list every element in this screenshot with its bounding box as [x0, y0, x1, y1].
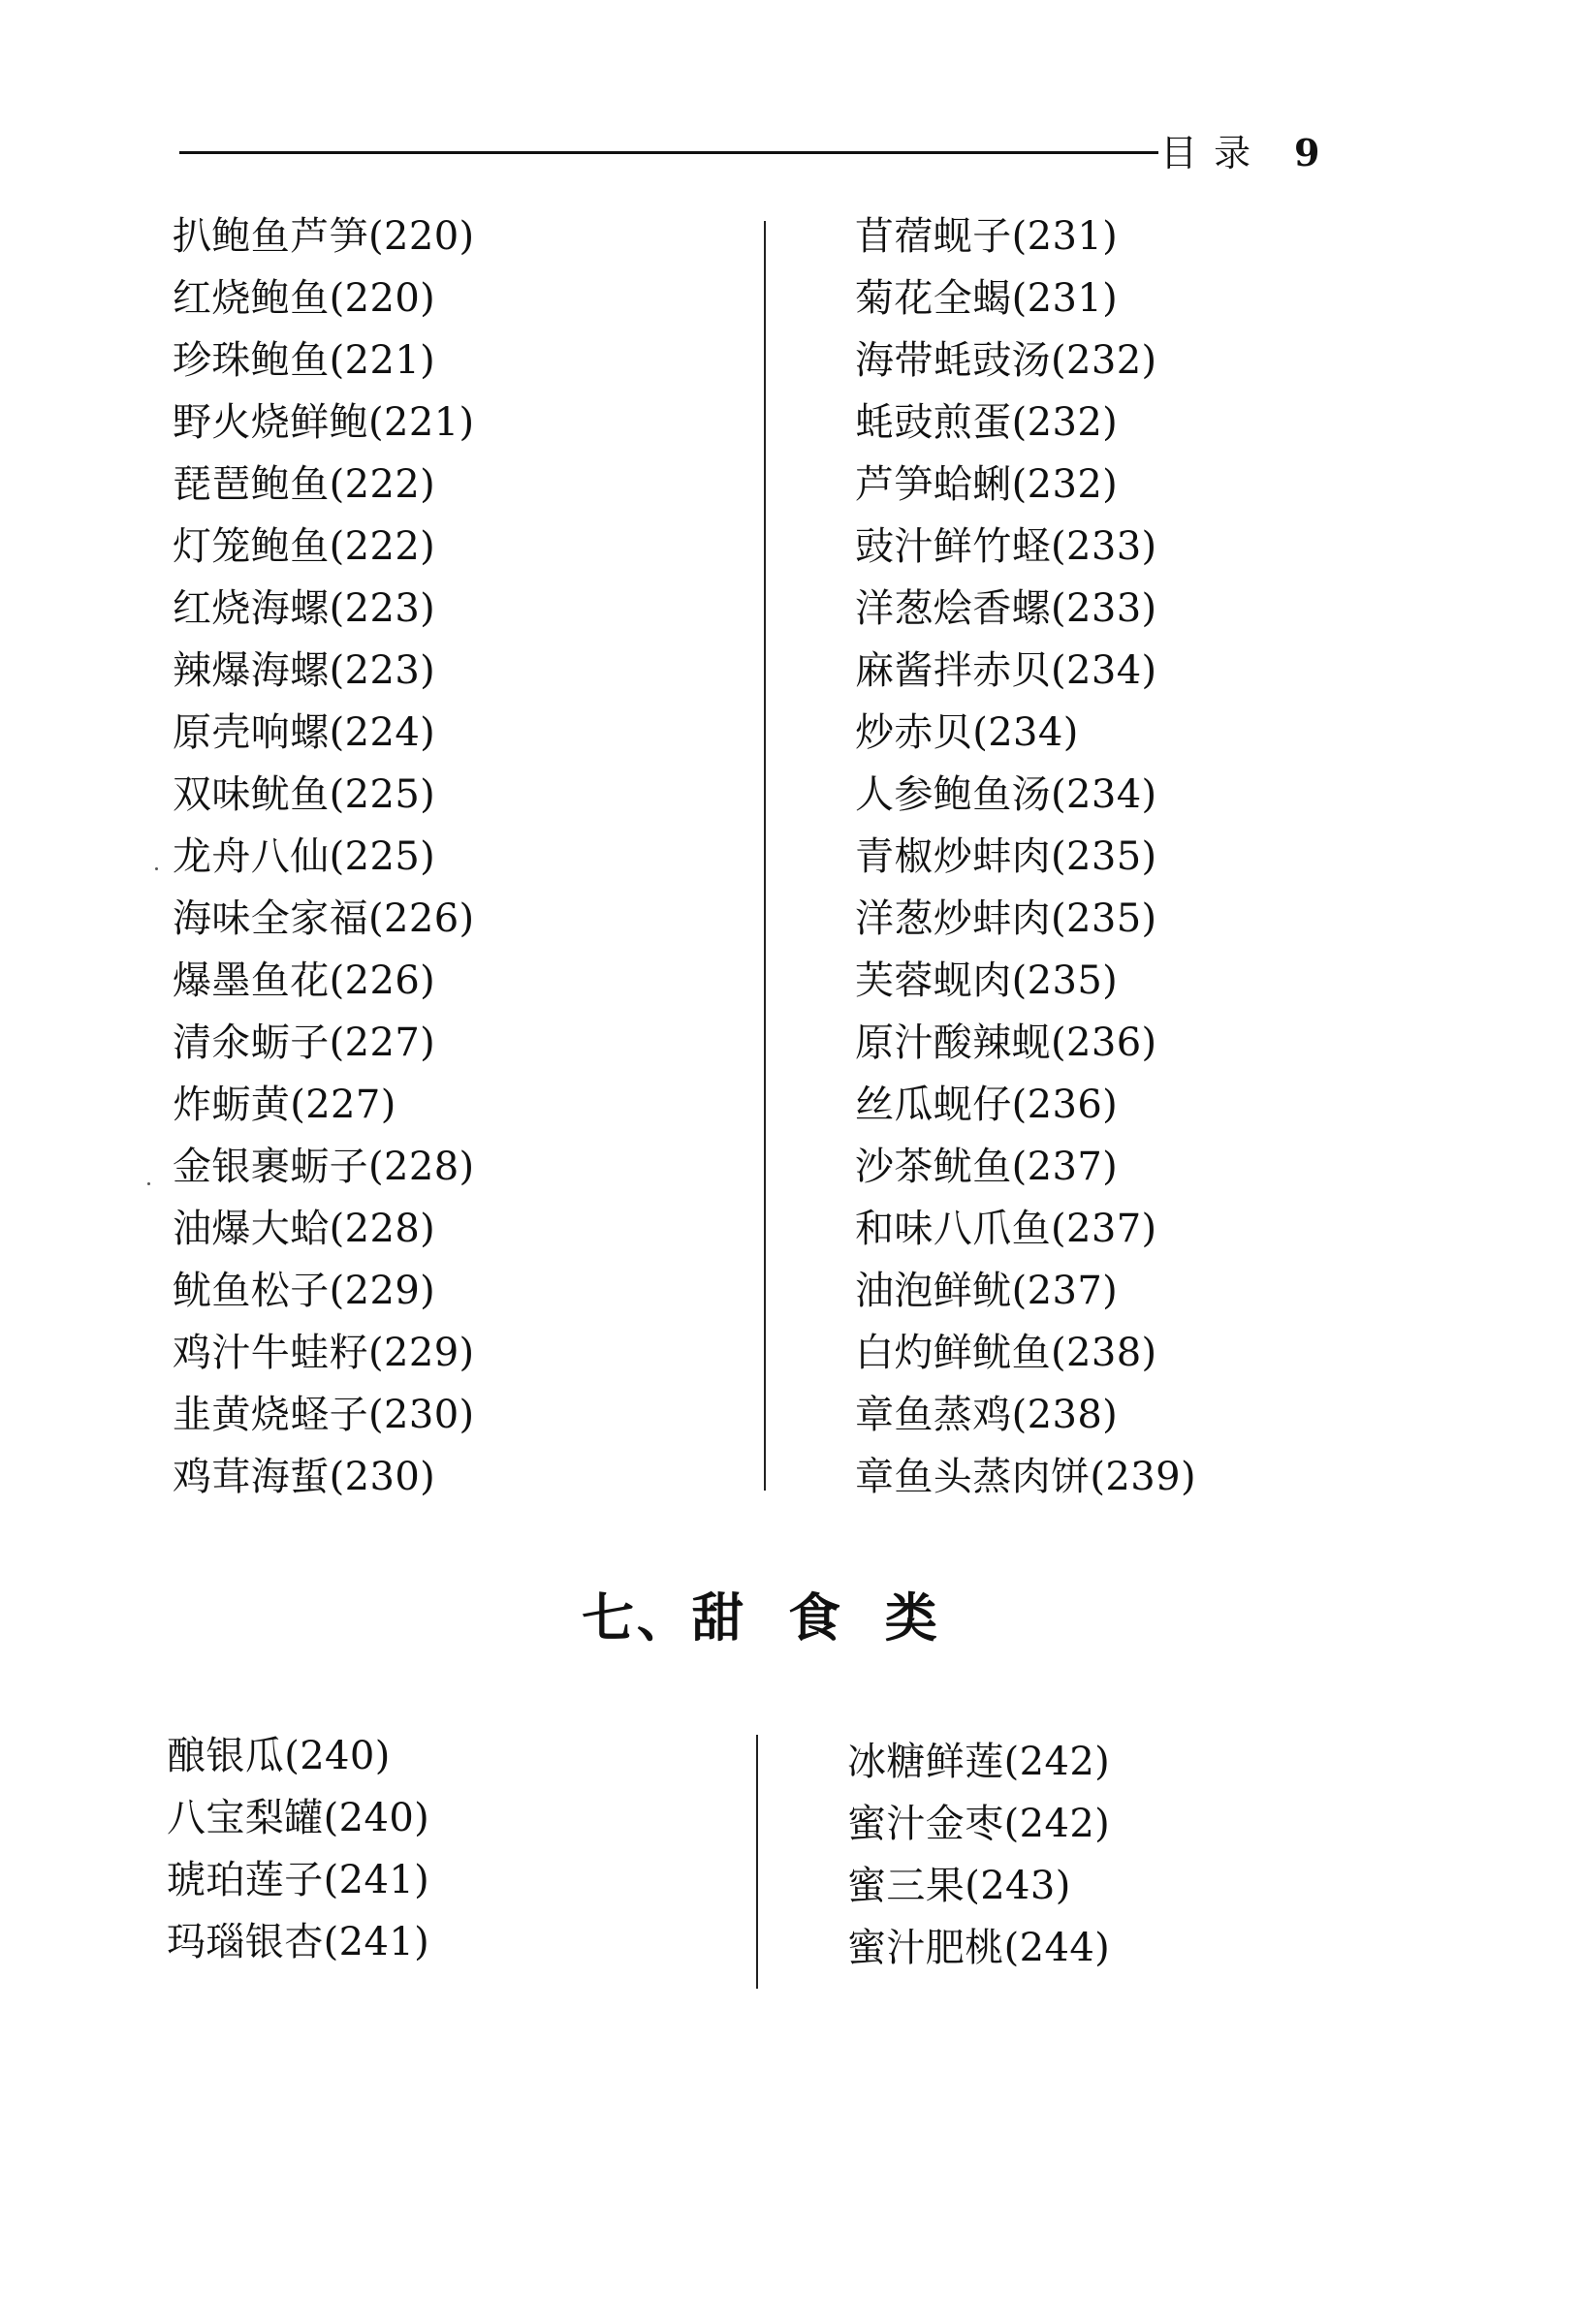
toc-entry [855, 267, 1196, 330]
entry-title: 扒鲍鱼芦笋 [173, 214, 368, 259]
entry-page-number: (224) [329, 710, 436, 755]
entry-page-number: (234) [1051, 772, 1157, 817]
toc-entry [855, 640, 1196, 702]
toc-entry [855, 578, 1196, 640]
entry-page-number: (226) [368, 896, 475, 941]
entry-title: 炸蛎黄 [173, 1083, 291, 1127]
entry-title: 红烧鲍鱼 [173, 276, 330, 321]
entry-title: 海带蚝豉汤 [855, 338, 1051, 383]
toc-entry [847, 1855, 1110, 1917]
toc-entry [167, 1787, 429, 1849]
entry-page-number: (241) [323, 1920, 430, 1964]
toc-entry [173, 1446, 475, 1508]
entry-page-number: (220) [329, 276, 436, 321]
entry-page-number: (236) [1011, 1083, 1119, 1127]
entry-title: 蜜汁肥桃 [847, 1926, 1004, 1970]
entry-page-number: (235) [1051, 834, 1157, 879]
toc-entry [173, 1260, 475, 1322]
entry-title: 鱿鱼松子 [173, 1269, 330, 1313]
entry-page-number: (234) [972, 710, 1079, 755]
entry-page-number: (222) [329, 524, 436, 569]
entry-title: 八宝梨罐 [167, 1796, 324, 1840]
entry-page-number: (221) [368, 400, 475, 445]
toc-entry [855, 205, 1196, 267]
entry-title: 芙蓉蚬肉 [855, 958, 1012, 1003]
entry-page-number: (237) [1011, 1269, 1119, 1313]
entry-title: 野火烧鲜鲍 [173, 400, 368, 445]
toc-entry [855, 702, 1196, 764]
toc-entry [173, 1384, 475, 1446]
entry-title: 辣爆海螺 [173, 648, 330, 693]
page-header [179, 126, 1338, 184]
entry-page-number: (228) [329, 1207, 436, 1251]
entry-title: 红烧海螺 [173, 586, 330, 631]
toc-entry [167, 1849, 429, 1911]
toc-entry [173, 640, 475, 702]
entry-page-number: (226) [329, 958, 436, 1003]
entry-page-number: (231) [1011, 214, 1119, 259]
toc-entry [173, 1322, 475, 1384]
toc-entry [167, 1725, 429, 1787]
entry-title: 麻酱拌赤贝 [855, 648, 1051, 693]
entry-page-number: (225) [329, 772, 436, 817]
entry-title: 蜜三果 [847, 1864, 966, 1908]
header-page-number: 9 [1294, 131, 1320, 174]
entry-title: 油爆大蛤 [173, 1207, 330, 1251]
entry-page-number: (227) [290, 1083, 396, 1127]
entry-page-number: (236) [1051, 1021, 1157, 1065]
entry-page-number: (223) [329, 648, 436, 693]
toc-entry [855, 330, 1196, 392]
entry-page-number: (238) [1011, 1393, 1119, 1437]
entry-title: 菊花全蝎 [855, 276, 1012, 321]
entry-title: 白灼鲜鱿鱼 [855, 1331, 1051, 1375]
header-rule [179, 151, 1158, 154]
entry-page-number: (232) [1011, 462, 1119, 507]
toc-entry [855, 1384, 1196, 1446]
entry-title: 酿银瓜 [167, 1734, 285, 1778]
toc-entry [855, 1260, 1196, 1322]
toc-entry [855, 950, 1196, 1012]
desserts-right-column [847, 1731, 1110, 1979]
entry-page-number: (240) [284, 1734, 391, 1778]
entry-page-number: (232) [1051, 338, 1157, 383]
entry-page-number: (235) [1051, 896, 1157, 941]
toc-entry [173, 454, 475, 516]
entry-title: 章鱼蒸鸡 [855, 1393, 1012, 1437]
toc-entry [173, 1198, 475, 1260]
print-speck [155, 867, 158, 870]
entry-page-number: (233) [1051, 586, 1157, 631]
entry-title: 韭黄烧蛏子 [173, 1393, 368, 1437]
print-speck [147, 1182, 150, 1185]
entry-page-number: (227) [329, 1021, 436, 1065]
toc-entry [173, 1074, 475, 1136]
entry-title: 珍珠鲍鱼 [173, 338, 330, 383]
entry-page-number: (237) [1011, 1145, 1119, 1189]
entry-page-number: (238) [1051, 1331, 1157, 1375]
toc-entry [855, 888, 1196, 950]
entry-page-number: (231) [1011, 276, 1119, 321]
entry-title: 沙茶鱿鱼 [855, 1145, 1012, 1189]
entry-title: 洋葱烩香螺 [855, 586, 1051, 631]
entry-title: 灯笼鲍鱼 [173, 524, 330, 569]
entry-title: 芦笋蛤蜊 [855, 462, 1012, 507]
entry-title: 鸡茸海蜇 [173, 1455, 330, 1499]
toc-entry [173, 702, 475, 764]
entry-title: 章鱼头蒸肉饼 [855, 1455, 1091, 1499]
toc-entry [173, 516, 475, 578]
toc-entry [173, 267, 475, 330]
entry-title: 油泡鲜鱿 [855, 1269, 1012, 1313]
entry-title: 青椒炒蚌肉 [855, 834, 1051, 879]
toc-entry [855, 1074, 1196, 1136]
entry-title: 龙舟八仙 [173, 834, 330, 879]
entry-title: 爆墨鱼花 [173, 958, 330, 1003]
toc-entry [855, 1198, 1196, 1260]
entry-title: 海味全家福 [173, 896, 368, 941]
entry-page-number: (235) [1011, 958, 1119, 1003]
entry-title: 丝瓜蚬仔 [855, 1083, 1012, 1127]
toc-entry [847, 1793, 1110, 1855]
entry-page-number: (230) [329, 1455, 436, 1499]
entry-page-number: (241) [323, 1858, 430, 1902]
toc-entry [173, 888, 475, 950]
toc-entry [855, 392, 1196, 454]
entry-title: 双味鱿鱼 [173, 772, 330, 817]
entry-title: 清氽蛎子 [173, 1021, 330, 1065]
entry-title: 琵琶鲍鱼 [173, 462, 330, 507]
toc-entry [855, 1322, 1196, 1384]
toc-entry [167, 1911, 429, 1973]
toc-entry [173, 330, 475, 392]
entry-page-number: (242) [1003, 1740, 1111, 1784]
entry-title: 蜜汁金枣 [847, 1802, 1004, 1846]
entry-title: 琥珀莲子 [167, 1858, 324, 1902]
entry-page-number: (232) [1011, 400, 1119, 445]
entry-page-number: (229) [329, 1269, 436, 1313]
entry-title: 冰糖鲜莲 [847, 1740, 1004, 1784]
toc-entry [855, 1446, 1196, 1508]
entry-title: 豉汁鲜竹蛏 [855, 524, 1051, 569]
toc-entry [173, 205, 475, 267]
toc-entry [855, 764, 1196, 826]
entry-title: 人参鲍鱼汤 [855, 772, 1051, 817]
entry-page-number: (220) [368, 214, 475, 259]
toc-entry [855, 454, 1196, 516]
toc-entry [173, 1136, 475, 1198]
toc-entry [173, 578, 475, 640]
entry-title: 和味八爪鱼 [855, 1207, 1051, 1251]
entry-page-number: (223) [329, 586, 436, 631]
toc-entry [855, 1012, 1196, 1074]
toc-entry [855, 826, 1196, 888]
entry-page-number: (239) [1090, 1455, 1196, 1499]
toc-entry [855, 1136, 1196, 1198]
entry-page-number: (228) [368, 1145, 475, 1189]
entry-title: 苜蓿蚬子 [855, 214, 1012, 259]
header-section-label: 目录 [1160, 132, 1268, 174]
entry-page-number: (242) [1003, 1802, 1111, 1846]
entry-title: 金银裹蛎子 [173, 1145, 368, 1189]
entry-page-number: (221) [329, 338, 436, 383]
seafood-right-column [855, 205, 1196, 1508]
toc-entry [855, 516, 1196, 578]
seafood-left-column [173, 205, 475, 1508]
toc-entry [173, 764, 475, 826]
column-divider [764, 221, 766, 1491]
entry-title: 原汁酸辣蚬 [855, 1021, 1051, 1065]
toc-entry [173, 1012, 475, 1074]
toc-entry [173, 950, 475, 1012]
entry-page-number: (230) [368, 1393, 475, 1437]
column-divider [756, 1735, 758, 1989]
toc-entry [173, 392, 475, 454]
entry-page-number: (240) [323, 1796, 430, 1840]
entry-page-number: (222) [329, 462, 436, 507]
entry-title: 蚝豉煎蛋 [855, 400, 1012, 445]
toc-entry [847, 1731, 1110, 1793]
desserts-left-column [167, 1725, 429, 1973]
toc-entry [173, 826, 475, 888]
section-title-desserts: 七、甜 食 类 [582, 1587, 940, 1649]
entry-title: 洋葱炒蚌肉 [855, 896, 1051, 941]
entry-title: 玛瑙银杏 [167, 1920, 324, 1964]
entry-page-number: (237) [1051, 1207, 1157, 1251]
entry-page-number: (229) [368, 1331, 475, 1375]
entry-title: 原壳响螺 [173, 710, 330, 755]
entry-page-number: (233) [1051, 524, 1157, 569]
entry-page-number: (244) [1003, 1926, 1111, 1970]
entry-page-number: (225) [329, 834, 436, 879]
entry-page-number: (234) [1051, 648, 1157, 693]
entry-page-number: (243) [965, 1864, 1071, 1908]
entry-title: 炒赤贝 [855, 710, 973, 755]
toc-entry [847, 1917, 1110, 1979]
entry-title: 鸡汁牛蛙籽 [173, 1331, 368, 1375]
